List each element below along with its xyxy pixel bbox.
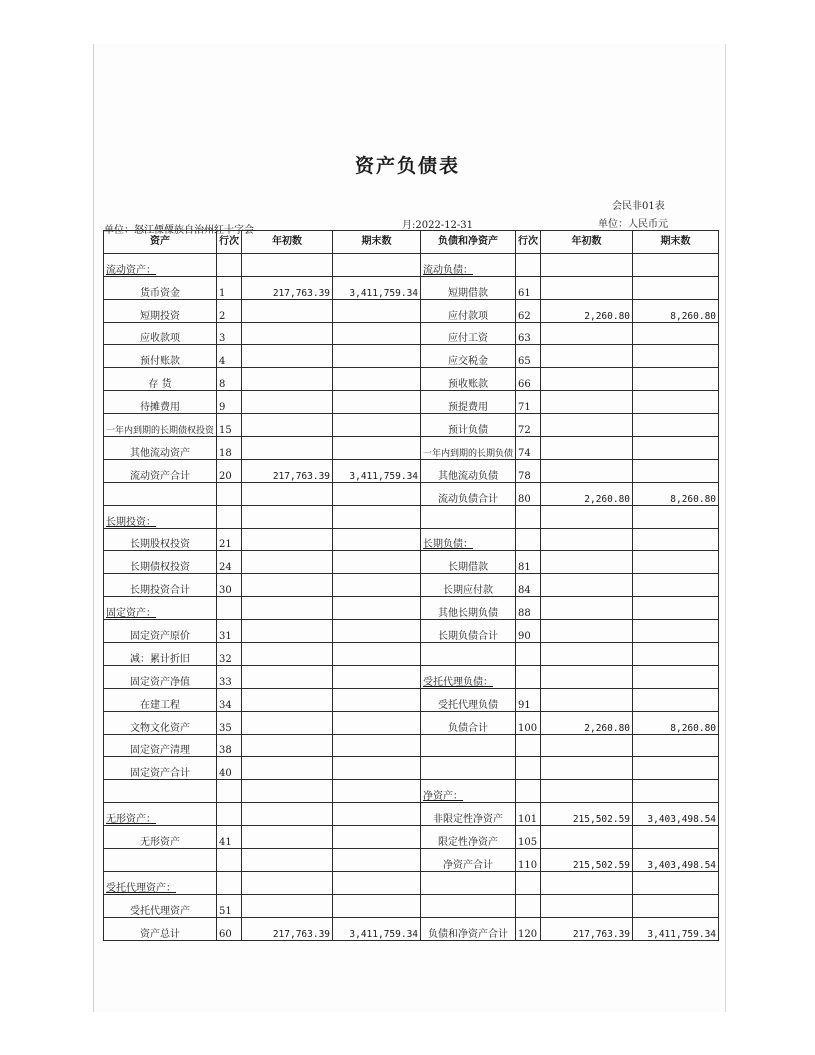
liability-begin-value: [541, 528, 633, 551]
liability-begin-value: [541, 414, 633, 437]
header-line: 行次: [217, 231, 242, 254]
liability-line-no: 80: [516, 482, 541, 505]
liability-end-value: [633, 894, 719, 917]
liability-end-value: [633, 871, 719, 894]
liability-end-value: 8,260.80: [633, 299, 719, 322]
liability-label: 短期借款: [421, 276, 516, 299]
asset-begin-value: [242, 665, 333, 688]
asset-label: 长期投资合计: [104, 574, 217, 597]
liability-begin-value: [541, 574, 633, 597]
liability-label: 应付工资: [421, 322, 516, 345]
asset-label: 流动资产合计: [104, 459, 217, 482]
liability-end-value: [633, 345, 719, 368]
asset-line-no: 40: [217, 757, 242, 780]
table-row: [104, 849, 719, 872]
liability-label: [421, 871, 516, 894]
liability-line-no: [516, 894, 541, 917]
liability-line-no: [516, 871, 541, 894]
asset-line-no: 60: [217, 917, 242, 940]
liability-label: 限定性净资产: [421, 826, 516, 849]
liability-label: [421, 643, 516, 666]
asset-line-no: 8: [217, 368, 242, 391]
liability-begin-value: 2,260.80: [541, 711, 633, 734]
asset-label: 受托代理资产: [104, 894, 217, 917]
asset-label: [104, 780, 217, 803]
asset-end-value: [333, 643, 421, 666]
asset-label: 长期债权投资: [104, 551, 217, 574]
liability-line-no: [516, 780, 541, 803]
liability-end-value: [633, 437, 719, 460]
liability-end-value: [633, 528, 719, 551]
asset-end-value: [333, 780, 421, 803]
asset-begin-value: [242, 551, 333, 574]
table-row: [104, 871, 719, 894]
liability-begin-value: [541, 597, 633, 620]
liability-line-no: 110: [516, 849, 541, 872]
asset-begin-value: [242, 345, 333, 368]
asset-end-value: [333, 437, 421, 460]
liability-label: 长期负债合计: [421, 620, 516, 643]
asset-label: [104, 482, 217, 505]
liability-label: [421, 505, 516, 528]
asset-begin-value: [242, 620, 333, 643]
asset-label: 货币资金: [104, 276, 217, 299]
table-row: [104, 620, 719, 643]
liability-end-value: [633, 688, 719, 711]
asset-label: 文物文化资产: [104, 711, 217, 734]
table-row: [104, 643, 719, 666]
liability-end-value: [633, 574, 719, 597]
asset-line-no: 15: [217, 414, 242, 437]
table-row: [104, 505, 719, 528]
liability-end-value: [633, 665, 719, 688]
asset-end-value: [333, 482, 421, 505]
asset-label: 固定资产合计: [104, 757, 217, 780]
liability-line-no: [516, 528, 541, 551]
asset-line-no: 35: [217, 711, 242, 734]
asset-label: 无形资产：: [104, 803, 217, 826]
table-row: [104, 482, 719, 505]
table-row: [104, 757, 719, 780]
liability-label: 负债合计: [421, 711, 516, 734]
asset-line-no: 33: [217, 665, 242, 688]
asset-line-no: 21: [217, 528, 242, 551]
asset-begin-value: [242, 528, 333, 551]
liability-end-value: [633, 391, 719, 414]
liability-label: 长期应付款: [421, 574, 516, 597]
table-row: [104, 322, 719, 345]
asset-label: 减：累计折旧: [104, 643, 217, 666]
asset-line-no: 41: [217, 826, 242, 849]
liability-line-no: 63: [516, 322, 541, 345]
asset-label: 短期投资: [104, 299, 217, 322]
liability-begin-value: [541, 551, 633, 574]
asset-begin-value: [242, 688, 333, 711]
asset-line-no: 1: [217, 276, 242, 299]
liability-line-no: 91: [516, 688, 541, 711]
liability-end-value: [633, 597, 719, 620]
asset-end-value: [333, 894, 421, 917]
asset-end-value: [333, 620, 421, 643]
asset-line-no: [217, 803, 242, 826]
asset-end-value: [333, 391, 421, 414]
liability-end-value: [633, 505, 719, 528]
form-number: 会民非01表: [612, 201, 665, 212]
table-row: [104, 665, 719, 688]
asset-label: 固定资产净值: [104, 665, 217, 688]
asset-label: 无形资产: [104, 826, 217, 849]
table-row: [104, 299, 719, 322]
header-end: 期末数: [333, 231, 421, 254]
asset-begin-value: [242, 803, 333, 826]
asset-line-no: 51: [217, 894, 242, 917]
liability-end-value: 3,403,498.54: [633, 849, 719, 872]
asset-line-no: [217, 871, 242, 894]
liability-begin-value: [541, 643, 633, 666]
liability-line-no: 65: [516, 345, 541, 368]
liability-begin-value: [541, 894, 633, 917]
header-begin: 年初数: [242, 231, 333, 254]
asset-end-value: [333, 688, 421, 711]
asset-begin-value: [242, 322, 333, 345]
liability-label: 其他长期负债: [421, 597, 516, 620]
table-row: [104, 368, 719, 391]
asset-begin-value: [242, 482, 333, 505]
table-row: [104, 894, 719, 917]
asset-end-value: [333, 757, 421, 780]
asset-begin-value: [242, 253, 333, 276]
asset-line-no: 2: [217, 299, 242, 322]
asset-begin-value: [242, 871, 333, 894]
asset-line-no: [217, 482, 242, 505]
table-body: [104, 253, 719, 940]
asset-line-no: 3: [217, 322, 242, 345]
liability-end-value: 8,260.80: [633, 482, 719, 505]
asset-line-no: 24: [217, 551, 242, 574]
liability-end-value: [633, 253, 719, 276]
table-row: [104, 414, 719, 437]
asset-line-no: 20: [217, 459, 242, 482]
liability-label: 净资产：: [421, 780, 516, 803]
liability-end-value: [633, 826, 719, 849]
table-row: [104, 391, 719, 414]
liability-line-no: 78: [516, 459, 541, 482]
table-row: [104, 826, 719, 849]
table-row: [104, 917, 719, 940]
asset-line-no: 34: [217, 688, 242, 711]
asset-label: 预付账款: [104, 345, 217, 368]
table-row: [104, 551, 719, 574]
asset-begin-value: [242, 849, 333, 872]
liability-label: 长期负债：: [421, 528, 516, 551]
liability-label: 预计负债: [421, 414, 516, 437]
liability-label: 负债和净资产合计: [421, 917, 516, 940]
asset-end-value: 3,411,759.34: [333, 459, 421, 482]
liability-label: 长期借款: [421, 551, 516, 574]
asset-end-value: [333, 597, 421, 620]
asset-label: 长期股权投资: [104, 528, 217, 551]
liability-label: 流动负债：: [421, 253, 516, 276]
table-row: [104, 711, 719, 734]
asset-begin-value: 217,763.39: [242, 276, 333, 299]
asset-end-value: [333, 299, 421, 322]
liability-begin-value: 217,763.39: [541, 917, 633, 940]
table-row: [104, 528, 719, 551]
liability-end-value: [633, 757, 719, 780]
table-row: [104, 780, 719, 803]
liability-end-value: [633, 643, 719, 666]
asset-end-value: [333, 826, 421, 849]
liability-line-no: [516, 734, 541, 757]
asset-begin-value: 217,763.39: [242, 459, 333, 482]
asset-end-value: [333, 665, 421, 688]
asset-end-value: [333, 368, 421, 391]
asset-begin-value: [242, 826, 333, 849]
asset-label: 待摊费用: [104, 391, 217, 414]
liability-line-no: [516, 665, 541, 688]
asset-end-value: 3,411,759.34: [333, 917, 421, 940]
liability-line-no: 84: [516, 574, 541, 597]
liability-line-no: 81: [516, 551, 541, 574]
asset-label: 在建工程: [104, 688, 217, 711]
balance-sheet-table: [103, 230, 719, 941]
liability-begin-value: [541, 620, 633, 643]
asset-begin-value: 217,763.39: [242, 917, 333, 940]
asset-label: 其他流动资产: [104, 437, 217, 460]
liability-begin-value: [541, 253, 633, 276]
asset-label: 一年内到期的长期债权投资: [104, 414, 217, 437]
liability-line-no: [516, 505, 541, 528]
asset-end-value: [333, 734, 421, 757]
asset-label: 流动资产：: [104, 253, 217, 276]
asset-end-value: [333, 574, 421, 597]
liability-begin-value: [541, 734, 633, 757]
asset-begin-value: [242, 437, 333, 460]
table-row: [104, 253, 719, 276]
liability-begin-value: [541, 345, 633, 368]
asset-line-no: 38: [217, 734, 242, 757]
liability-begin-value: 2,260.80: [541, 482, 633, 505]
asset-line-no: 18: [217, 437, 242, 460]
liability-end-value: [633, 368, 719, 391]
liability-label: 预提费用: [421, 391, 516, 414]
asset-line-no: 4: [217, 345, 242, 368]
asset-end-value: [333, 551, 421, 574]
liability-begin-value: [541, 826, 633, 849]
asset-line-no: [217, 849, 242, 872]
header-begin-2: 年初数: [541, 231, 633, 254]
liability-line-no: [516, 643, 541, 666]
asset-line-no: [217, 780, 242, 803]
asset-begin-value: [242, 574, 333, 597]
asset-end-value: 3,411,759.34: [333, 276, 421, 299]
liability-begin-value: [541, 780, 633, 803]
header-end-2: 期末数: [633, 231, 719, 254]
asset-label: 资产总计: [104, 917, 217, 940]
table-row: [104, 803, 719, 826]
liability-begin-value: 215,502.59: [541, 849, 633, 872]
liability-line-no: 66: [516, 368, 541, 391]
report-title: 资产负债表: [354, 155, 460, 177]
liability-line-no: 120: [516, 917, 541, 940]
asset-line-no: [217, 597, 242, 620]
liability-label: [421, 894, 516, 917]
liability-end-value: [633, 780, 719, 803]
liability-begin-value: [541, 665, 633, 688]
asset-end-value: [333, 711, 421, 734]
asset-label: 存 货: [104, 368, 217, 391]
asset-line-no: [217, 253, 242, 276]
liability-begin-value: [541, 391, 633, 414]
liability-begin-value: [541, 871, 633, 894]
asset-end-value: [333, 803, 421, 826]
asset-line-no: 32: [217, 643, 242, 666]
liability-end-value: [633, 734, 719, 757]
liability-end-value: 8,260.80: [633, 711, 719, 734]
liability-begin-value: [541, 322, 633, 345]
liability-label: 其他流动负债: [421, 459, 516, 482]
liability-begin-value: [541, 368, 633, 391]
liability-end-value: 3,411,759.34: [633, 917, 719, 940]
liability-line-no: 105: [516, 826, 541, 849]
table-row: [104, 688, 719, 711]
liability-line-no: 61: [516, 276, 541, 299]
report-date: 月:2022-12-31: [402, 220, 474, 231]
liability-end-value: [633, 276, 719, 299]
liability-begin-value: 2,260.80: [541, 299, 633, 322]
asset-end-value: [333, 849, 421, 872]
asset-end-value: [333, 871, 421, 894]
asset-end-value: [333, 505, 421, 528]
currency-unit: 单位：人民币元: [598, 219, 668, 230]
liability-label: 应交税金: [421, 345, 516, 368]
liability-line-no: [516, 253, 541, 276]
liability-begin-value: [541, 276, 633, 299]
table-row: [104, 345, 719, 368]
liability-end-value: 3,403,498.54: [633, 803, 719, 826]
asset-end-value: [333, 322, 421, 345]
liability-line-no: 90: [516, 620, 541, 643]
asset-begin-value: [242, 505, 333, 528]
asset-label: 固定资产原价: [104, 620, 217, 643]
liability-label: 受托代理负债: [421, 688, 516, 711]
asset-begin-value: [242, 391, 333, 414]
asset-label: 受托代理资产：: [104, 871, 217, 894]
liability-line-no: 62: [516, 299, 541, 322]
liability-begin-value: [541, 459, 633, 482]
asset-label: 应收款项: [104, 322, 217, 345]
asset-end-value: [333, 345, 421, 368]
liability-end-value: [633, 620, 719, 643]
asset-begin-value: [242, 643, 333, 666]
asset-end-value: [333, 414, 421, 437]
liability-line-no: 74: [516, 437, 541, 460]
table-row: [104, 597, 719, 620]
liability-label: 净资产合计: [421, 849, 516, 872]
asset-line-no: [217, 505, 242, 528]
asset-begin-value: [242, 780, 333, 803]
asset-end-value: [333, 253, 421, 276]
asset-begin-value: [242, 894, 333, 917]
table-row: [104, 734, 719, 757]
table-row: [104, 437, 719, 460]
header-line-2: 行次: [516, 231, 541, 254]
liability-end-value: [633, 459, 719, 482]
asset-begin-value: [242, 711, 333, 734]
asset-line-no: 31: [217, 620, 242, 643]
liability-label: 受托代理负债：: [421, 665, 516, 688]
asset-line-no: 30: [217, 574, 242, 597]
asset-label: 固定资产清理: [104, 734, 217, 757]
asset-begin-value: [242, 368, 333, 391]
liability-label: 非限定性净资产: [421, 803, 516, 826]
asset-begin-value: [242, 757, 333, 780]
liability-begin-value: 215,502.59: [541, 803, 633, 826]
asset-begin-value: [242, 414, 333, 437]
liability-label: 一年内到期的长期负债: [421, 437, 516, 460]
header-asset: 资产: [104, 231, 217, 254]
asset-begin-value: [242, 734, 333, 757]
asset-begin-value: [242, 597, 333, 620]
asset-line-no: 9: [217, 391, 242, 414]
table-row: [104, 276, 719, 299]
liability-label: 流动负债合计: [421, 482, 516, 505]
liability-line-no: 71: [516, 391, 541, 414]
reporting-unit: 单位：怒江傈僳族自治州红十字会: [104, 225, 254, 236]
liability-end-value: [633, 322, 719, 345]
liability-line-no: 101: [516, 803, 541, 826]
liability-begin-value: [541, 688, 633, 711]
asset-label: [104, 849, 217, 872]
asset-label: 长期投资：: [104, 505, 217, 528]
asset-end-value: [333, 528, 421, 551]
liability-end-value: [633, 551, 719, 574]
liability-line-no: 88: [516, 597, 541, 620]
table-row: [104, 574, 719, 597]
liability-label: [421, 757, 516, 780]
header-liabilities: 负债和净资产: [421, 231, 516, 254]
liability-line-no: [516, 757, 541, 780]
liability-begin-value: [541, 505, 633, 528]
liability-end-value: [633, 414, 719, 437]
liability-line-no: 72: [516, 414, 541, 437]
asset-label: 固定资产：: [104, 597, 217, 620]
asset-begin-value: [242, 299, 333, 322]
liability-label: 应付款项: [421, 299, 516, 322]
header-row: [104, 231, 719, 254]
table-row: [104, 459, 719, 482]
liability-begin-value: [541, 757, 633, 780]
liability-line-no: 100: [516, 711, 541, 734]
liability-label: [421, 734, 516, 757]
liability-begin-value: [541, 437, 633, 460]
liability-label: 预收账款: [421, 368, 516, 391]
